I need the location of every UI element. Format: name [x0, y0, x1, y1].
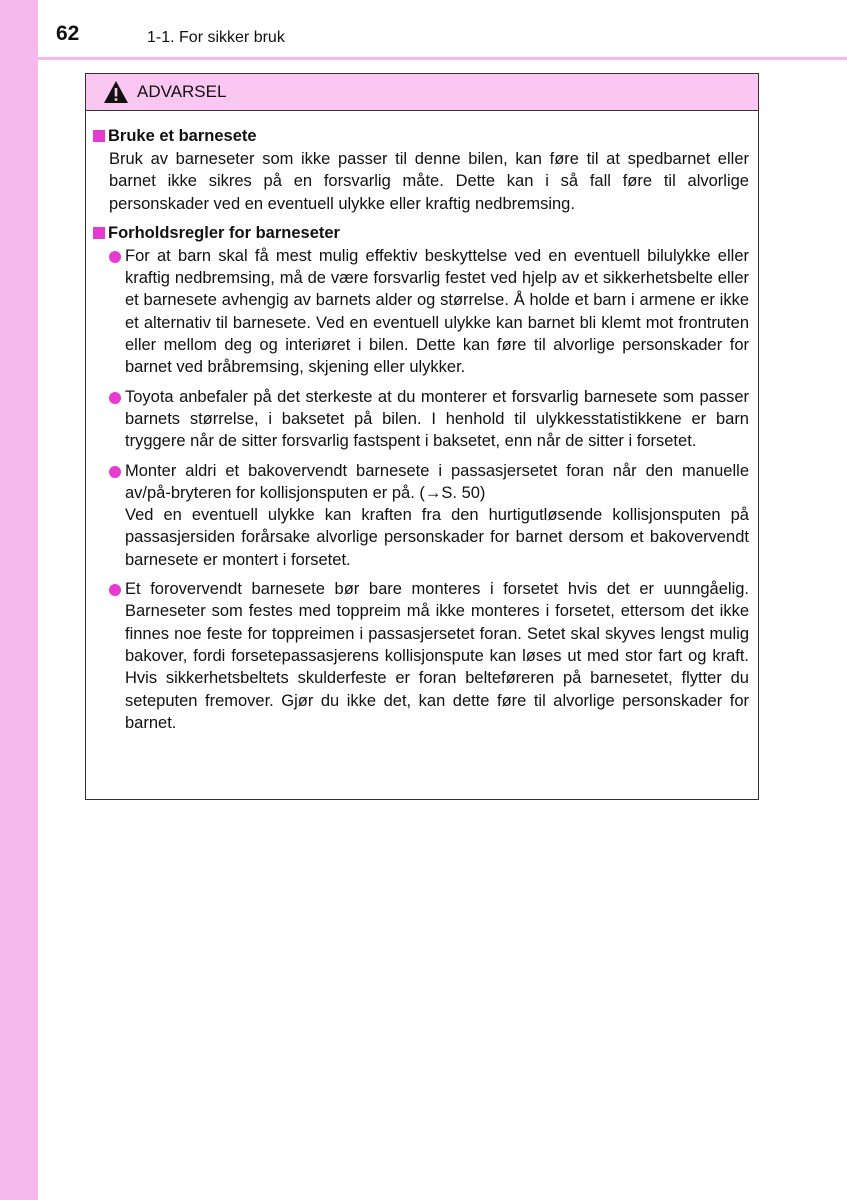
list-item-continuation: Ved en eventuell ulykke kan kraften fra den hurtigutløsende kollisjonsputen på passasjersiden forårsake alvorlige personskader for barnet dersom et bakovervendt barnesete er montert i forsetet.: [125, 506, 749, 569]
warning-label: ADVARSEL: [137, 82, 227, 101]
list-item-text: For at barn skal få mest mulig effektiv beskyttelse ved en eventuell bilulykke eller kraftig nedbremsing, må de være forsvarlig festet ved hjelp av et sikkerhetsbelte eller et barnesete avhengig av barnets alder og størrelse. Å holde et barn i armene er ikke et alternativ til barnesete. Ved en eventuell ulykke kan barnet bli klemt mot frontruten eller mellom deg og interiøret i bilen. Dette kan føre til alvorlige personskader for barnet ved bråbremsing, skjening eller ulykker.: [125, 246, 749, 377]
circle-bullet-icon: [109, 466, 121, 478]
section-heading-text: Forholdsregler for barneseter: [108, 223, 340, 242]
section-title: 1-1. For sikker bruk: [147, 29, 285, 46]
list-item-text: Et forovervendt barnesete bør bare monteres i forsetet hvis det er uunngåelig. Barneseter som festes med toppreim må ikke monteres i forsetet, ettersom det ikke finnes noe feste for toppreimen i passasjersetet foran. Setet skal skyves lengst mulig bakover, fordi forsetepassasjerens kollisjonspute kan løses ut med stor fart og kraft. Hvis sikkerhetsbeltets skulderfeste er foran belteføreren på barnesetet, flytter du seteputen fremover. Gjør du ikke det, kan dette føre til alvorlige personskader for barnet.: [125, 580, 749, 732]
warning-box: [85, 73, 759, 800]
warning-triangle-icon: [103, 80, 129, 104]
circle-bullet-icon: [109, 392, 121, 404]
square-bullet-icon: [93, 227, 105, 239]
list-item: [125, 386, 749, 453]
list-item: [125, 245, 749, 379]
section-heading: [93, 222, 749, 244]
list-item: [125, 578, 749, 734]
page-number: 62: [56, 22, 80, 45]
section-heading-text: Bruke et barnesete: [108, 127, 257, 145]
list-item-text: Monter aldri et bakovervendt barnesete i passasjersetet foran når den manuelle av/på-bryteren for kollisjonsputen er på. (→S. 50): [125, 461, 749, 502]
circle-bullet-icon: [109, 584, 121, 596]
section-heading: [93, 125, 749, 147]
section-paragraph: Bruk av barneseter som ikke passer til denne bilen, kan føre til at spedbarnet eller barnet ikke sikres på en forsvarlig måte. Dette kan i så fall føre til alvorlige personskader ved en eventuell ulykke eller kraftig nedbremsing.: [109, 150, 749, 213]
list-item-text: Toyota anbefaler på det sterkeste at du monterer et forsvarlig barnesete som passer barnets størrelse, i baksetet på bilen. I henhold til ulykkesstatistikkene er barn tryggere når de sitter forsvarlig fastspent i baksetet, enn når de sitter i forsetet.: [125, 387, 749, 451]
warning-content: [86, 111, 758, 734]
circle-bullet-icon: [109, 251, 121, 263]
side-color-strip: [0, 0, 38, 1200]
header-rule: [0, 57, 847, 60]
square-bullet-icon: [93, 130, 105, 142]
warning-header: [86, 74, 758, 111]
list-item: [125, 460, 749, 571]
